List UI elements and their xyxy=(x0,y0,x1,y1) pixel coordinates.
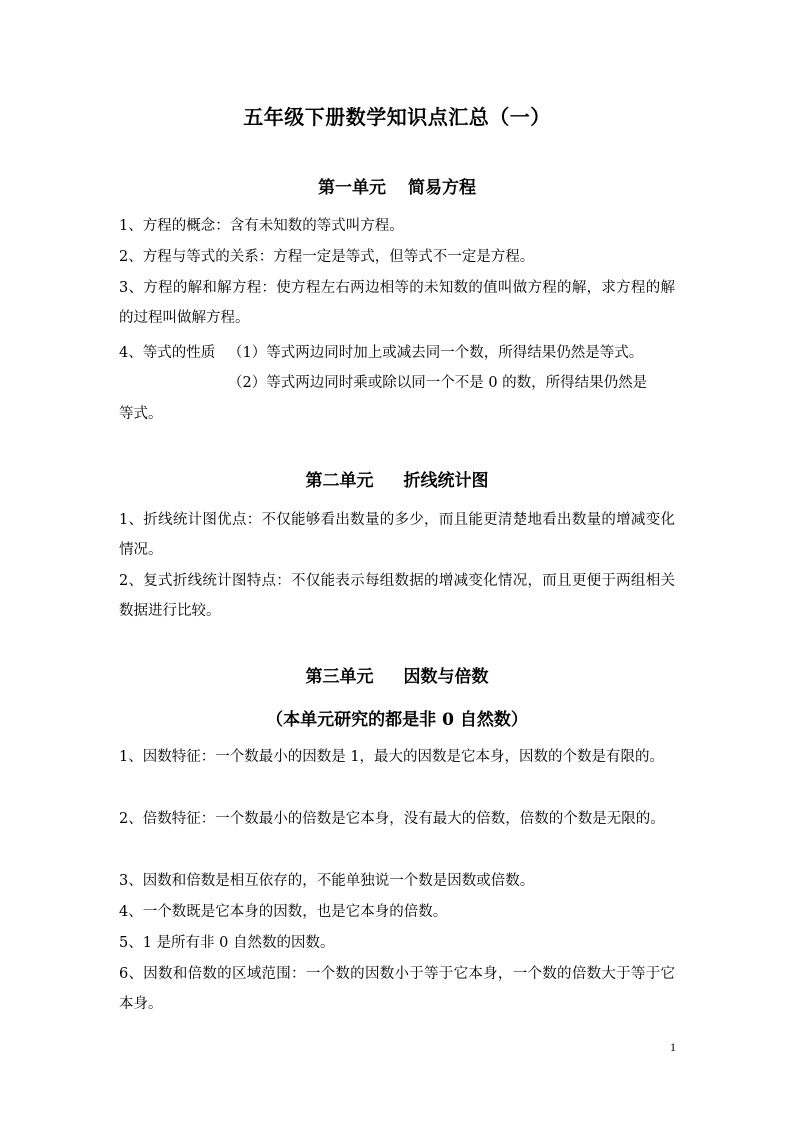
unit3-item-3: 3、因数和倍数是相互依存的，不能单独说一个数是因数或倍数。 xyxy=(119,873,535,889)
unit3-heading xyxy=(0,664,794,690)
unit3-item-4: 4、一个数既是它本身的因数，也是它本身的倍数。 xyxy=(119,904,448,920)
unit3-item-2: 2、倍数特征：一个数最小的倍数是它本身，没有最大的倍数，倍数的个数是无限的。 xyxy=(119,811,665,827)
unit3-item-5: 5、1 是所有非 0 自然数的因数。 xyxy=(119,935,335,951)
unit1-item-3: 3、方程的解和解方程：使方程左右两边相等的未知数的值叫做方程的解，求方程的解的过程叫做解方程。 xyxy=(119,280,675,326)
unit1-item-2: 2、方程与等式的关系：方程一定是等式，但等式不一定是方程。 xyxy=(119,249,535,265)
unit3-item-6: 6、因数和倍数的区域范围：一个数的因数小于等于它本身，一个数的倍数大于等于它本身。 xyxy=(119,966,675,1012)
unit2-item-1: 1、折线统计图优点：不仅能够看出数量的多少，而且能更清楚地看出数量的增减变化情况。 xyxy=(119,512,675,558)
unit2-label: 第二单元 xyxy=(305,471,374,491)
unit1-item-1: 1、方程的概念：含有未知数的等式叫方程。 xyxy=(119,218,404,234)
unit2-name: 折线统计图 xyxy=(403,471,489,491)
unit1-item-4-lead: 4、等式的性质 xyxy=(119,345,216,361)
unit1-item-4-rule-2: （2）等式两边同时乘或除以同一个不是 0 的数，所得结果仍然是 xyxy=(228,375,648,391)
unit1-item-4-rule-1: （1）等式两边同时加上或减去同一个数，所得结果仍然是等式。 xyxy=(228,345,644,361)
unit3-name: 因数与倍数 xyxy=(403,667,489,687)
unit1-item-4-rule-2-continued: 等式。 xyxy=(119,406,163,422)
unit1-name: 简易方程 xyxy=(408,178,476,198)
unit3-item-1: 1、因数特征：一个数最小的因数是 1，最大的因数是它本身，因数的个数是有限的。 xyxy=(119,749,665,765)
unit3-label: 第三单元 xyxy=(305,667,374,687)
unit2-heading xyxy=(0,468,794,494)
unit2-item-2: 2、复式折线统计图特点：不仅能表示每组数据的增减变化情况，而且更便于两组相关数据进行比较。 xyxy=(119,573,675,619)
page-title: 五年级下册数学知识点汇总（一） xyxy=(243,105,551,129)
unit1-heading xyxy=(0,175,794,201)
unit1-label: 第一单元 xyxy=(318,178,386,198)
page-number: 1 xyxy=(670,1040,676,1054)
unit3-subtitle: （本单元研究的都是非 0 自然数） xyxy=(266,710,528,730)
